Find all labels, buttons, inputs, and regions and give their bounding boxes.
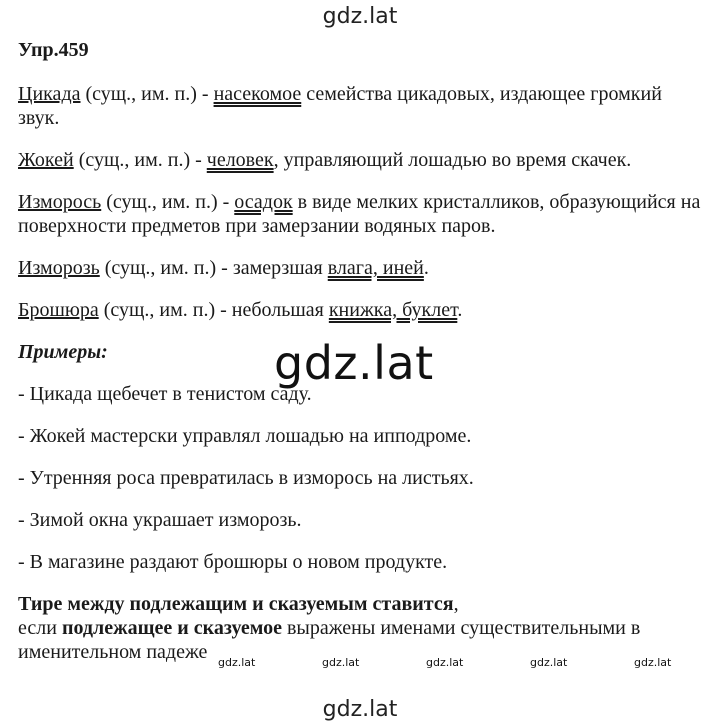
example-line: - Цикада щебечет в тенистом саду. xyxy=(18,383,312,405)
entry-grammar: (сущ., им. п.) - xyxy=(101,191,235,213)
watermark-small: gdz.lat xyxy=(218,656,256,669)
entry-rest: , управляющий лошадью во время скачек. xyxy=(273,149,632,171)
entry-key: насекомое xyxy=(213,83,302,105)
watermark-small: gdz.lat xyxy=(634,656,672,669)
example-line: - Зимой окна украшает изморозь. xyxy=(18,509,302,531)
entry-drizzle xyxy=(18,190,708,238)
example-line: - В магазине раздают брошюры о новом продукте. xyxy=(18,551,448,573)
rule-text xyxy=(18,592,708,664)
entry-jockey xyxy=(18,148,708,172)
entry-rest: в виде мелких кристалликов, образующийся на поверхности предметов при замерзании водяных паров. xyxy=(18,191,701,237)
rule-bold-2: подлежащее и сказуемое xyxy=(61,617,282,639)
example-line: - Утренняя роса превратилась в изморось на листьях. xyxy=(18,467,474,489)
entry-prefix: замерзшая xyxy=(232,257,328,279)
example-line: - Жокей мастерски управлял лошадью на ипподроме. xyxy=(18,425,472,447)
watermark-center: gdz.lat xyxy=(274,336,434,390)
entry-cicada xyxy=(18,82,708,130)
watermark-small: gdz.lat xyxy=(322,656,360,669)
watermark-top: gdz.lat xyxy=(322,4,398,29)
entry-key: осадок xyxy=(234,191,293,213)
rule-line-2 xyxy=(18,616,708,640)
entry-word: Изморозь xyxy=(18,257,100,279)
rule-line-3: именительном падеже xyxy=(18,641,208,663)
entry-hoarfrost xyxy=(18,256,708,280)
entry-key: человек xyxy=(206,149,274,171)
watermark-small: gdz.lat xyxy=(426,656,464,669)
entry-word: Брошюра xyxy=(18,299,99,321)
entry-rest: . xyxy=(457,299,463,321)
exercise-title: Упр.459 xyxy=(18,39,89,61)
entry-prefix: небольшая xyxy=(231,299,329,321)
entry-rest: семейства цикадовых, издающее громкий звук. xyxy=(18,83,662,129)
entry-key: книжка, буклет xyxy=(328,299,458,321)
entry-brochure xyxy=(18,298,708,322)
rule-pre-2: если xyxy=(18,617,62,639)
rule-line-1 xyxy=(18,592,708,616)
entry-grammar: (сущ., им. п.) - xyxy=(98,299,232,321)
entry-word: Цикада xyxy=(18,83,81,105)
entry-word: Изморось xyxy=(18,191,102,213)
entry-grammar: (сущ., им. п.) - xyxy=(99,257,233,279)
entry-grammar: (сущ., им. п.) - xyxy=(73,149,207,171)
rule-after-2: выражены именами существительными в xyxy=(281,617,641,639)
entry-rest: . xyxy=(423,257,429,279)
entry-word: Жокей xyxy=(18,149,74,171)
rule-bold-1: Тире между подлежащим и сказуемым ставится xyxy=(18,593,454,615)
watermark-bottom: gdz.lat xyxy=(322,697,398,722)
rule-after-1: , xyxy=(453,593,459,615)
entry-grammar: (сущ., им. п.) - xyxy=(80,83,214,105)
entry-key: влага, иней xyxy=(327,257,424,279)
examples-heading: Примеры: xyxy=(18,341,108,363)
watermark-small: gdz.lat xyxy=(530,656,568,669)
